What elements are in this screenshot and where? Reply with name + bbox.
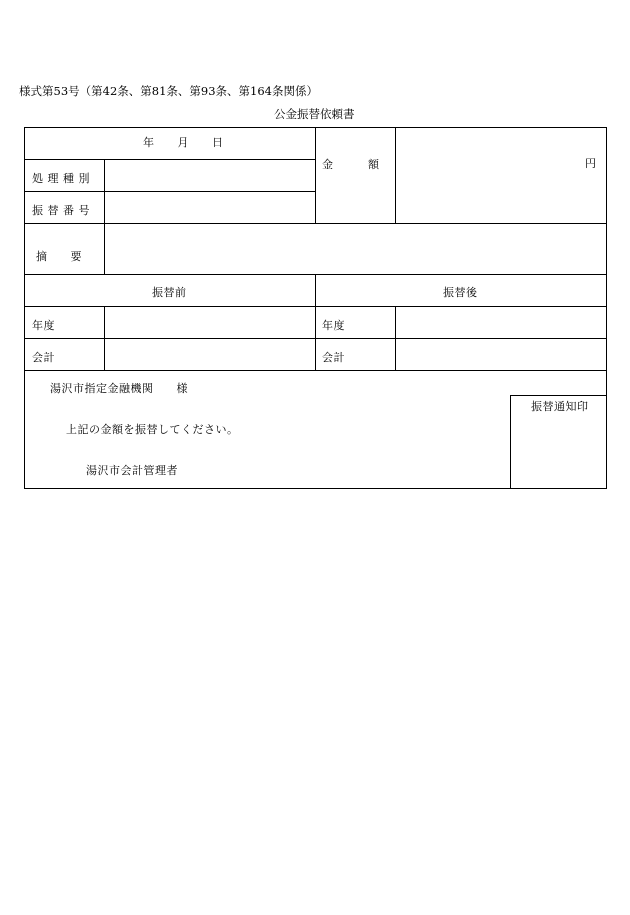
fiscal-year-before-label: 年度 xyxy=(32,319,55,332)
form-title: 公金振替依頼書 xyxy=(274,107,355,121)
form-number-note: 様式第53号（第42条、第81条、第93条、第164条関係） xyxy=(19,84,318,98)
table-rule xyxy=(395,127,396,223)
table-rule xyxy=(24,370,607,371)
summary-label: 摘 要 xyxy=(36,250,82,263)
yen-label: 円 xyxy=(585,157,597,170)
table-rule xyxy=(395,306,396,370)
table-rule xyxy=(24,223,607,224)
seal-label: 振替通知印 xyxy=(531,400,589,413)
transfer-number-label: 振 替 番 号 xyxy=(32,204,90,217)
processing-type-label: 処 理 種 別 xyxy=(32,172,90,185)
amount-label: 金 額 xyxy=(322,158,380,171)
account-after-label: 会計 xyxy=(322,351,345,364)
date-label: 年 月 日 xyxy=(143,136,224,149)
table-rule xyxy=(315,127,316,223)
table-rule xyxy=(315,274,316,370)
table-rule xyxy=(104,159,105,223)
account-before-label: 会計 xyxy=(32,351,55,364)
table-rule xyxy=(24,191,316,192)
table-rule xyxy=(24,159,316,160)
before-transfer-label: 振替前 xyxy=(152,286,187,299)
addressee: 湯沢市指定金融機関 様 xyxy=(50,382,188,395)
fiscal-year-after-label: 年度 xyxy=(322,319,345,332)
request-text: 上記の金額を振替してください。 xyxy=(66,423,239,436)
table-rule xyxy=(104,306,105,370)
after-transfer-label: 振替後 xyxy=(443,286,478,299)
table-rule xyxy=(104,223,105,274)
signatory: 湯沢市会計管理者 xyxy=(86,464,178,477)
